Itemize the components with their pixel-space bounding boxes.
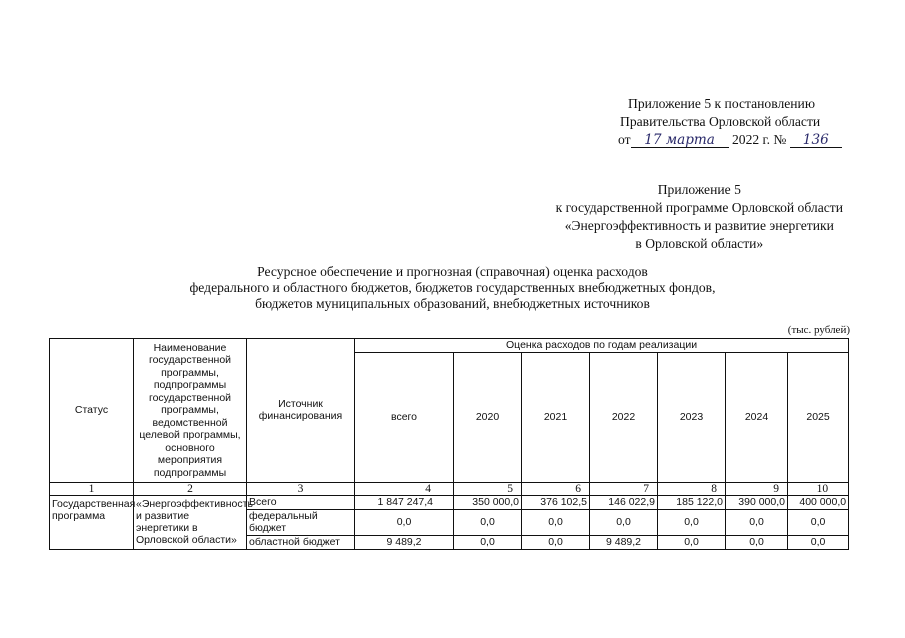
value-cell: 376 102,5 bbox=[522, 495, 590, 509]
value-cell: 400 000,0 bbox=[788, 495, 849, 509]
units-label: (тыс. рублей) bbox=[787, 324, 850, 336]
value-cell: 0,0 bbox=[788, 509, 849, 535]
value-cell: 0,0 bbox=[726, 509, 788, 535]
column-number: 3 bbox=[247, 482, 355, 495]
source-cell: Всего bbox=[247, 495, 355, 509]
value-cell: 0,0 bbox=[726, 535, 788, 549]
column-number: 2 bbox=[134, 482, 247, 495]
value-cell: 1 847 247,4 bbox=[355, 495, 454, 509]
col-header-2020: 2020 bbox=[454, 352, 522, 482]
column-number: 6 bbox=[522, 482, 590, 495]
handwritten-date: 17 марта bbox=[631, 133, 729, 148]
program-appendix-line-3: «Энергоэффективность и развитие энергетики bbox=[564, 218, 834, 233]
program-appendix-line-2: к государственной программе Орловской области bbox=[555, 200, 843, 215]
col-header-source: Источник финансирования bbox=[247, 339, 355, 483]
value-cell: 0,0 bbox=[355, 509, 454, 535]
column-number: 5 bbox=[454, 482, 522, 495]
resolution-line-1: Приложение 5 к постановлению bbox=[628, 96, 815, 111]
col-header-2025: 2025 bbox=[788, 352, 849, 482]
value-cell: 0,0 bbox=[658, 535, 726, 549]
column-number: 8 bbox=[658, 482, 726, 495]
table-row bbox=[50, 495, 849, 509]
value-cell: 390 000,0 bbox=[726, 495, 788, 509]
value-cell: 350 000,0 bbox=[454, 495, 522, 509]
column-number: 1 bbox=[50, 482, 134, 495]
value-cell: 0,0 bbox=[522, 535, 590, 549]
col-header-estimate-group: Оценка расходов по годам реализации bbox=[355, 339, 849, 353]
col-header-status: Статус bbox=[50, 339, 134, 483]
value-cell: 185 122,0 bbox=[658, 495, 726, 509]
col-header-2023: 2023 bbox=[658, 352, 726, 482]
value-cell: 0,0 bbox=[658, 509, 726, 535]
value-cell: 0,0 bbox=[454, 535, 522, 549]
column-number-row bbox=[50, 482, 849, 495]
value-cell: 0,0 bbox=[522, 509, 590, 535]
program-name-cell: «Энергоэффективность и развитие энергетики в Орловской области» bbox=[134, 495, 247, 549]
value-cell: 9 489,2 bbox=[590, 535, 658, 549]
col-header-total: всего bbox=[355, 352, 454, 482]
resolution-date-line bbox=[618, 131, 842, 149]
col-header-2022: 2022 bbox=[590, 352, 658, 482]
col-header-program-name: Наименование государственной программы, подпрограммы государственной программы, ведомственной целевой программы, основного мероприятия подпрограммы bbox=[134, 339, 247, 483]
program-appendix-line-4: в Орловской области» bbox=[635, 236, 764, 251]
title-line-3: бюджетов муниципальных образований, внебюджетных источников bbox=[255, 296, 650, 311]
source-cell: федеральный бюджет bbox=[247, 509, 355, 535]
title-line-2: федерального и областного бюджетов, бюджетов государственных внебюджетных фондов, bbox=[189, 280, 716, 295]
col-header-2021: 2021 bbox=[522, 352, 590, 482]
column-number: 4 bbox=[355, 482, 454, 495]
year-and-number-label: 2022 г. № bbox=[731, 132, 787, 147]
value-cell: 146 022,9 bbox=[590, 495, 658, 509]
program-appendix-line-1: Приложение 5 bbox=[657, 182, 741, 197]
document-title bbox=[0, 264, 905, 312]
title-line-1: Ресурсное обеспечение и прогнозная (справочная) оценка расходов bbox=[257, 264, 648, 279]
column-number: 7 bbox=[590, 482, 658, 495]
value-cell: 0,0 bbox=[590, 509, 658, 535]
handwritten-number: 136 bbox=[790, 133, 842, 148]
column-number: 10 bbox=[788, 482, 849, 495]
column-number: 9 bbox=[726, 482, 788, 495]
resource-table bbox=[49, 338, 849, 550]
status-cell: Государственная программа bbox=[50, 495, 134, 549]
value-cell: 9 489,2 bbox=[355, 535, 454, 549]
resolution-header bbox=[618, 95, 842, 149]
source-cell: областной бюджет bbox=[247, 535, 355, 549]
value-cell: 0,0 bbox=[788, 535, 849, 549]
program-appendix-header bbox=[556, 181, 843, 253]
resolution-line-2: Правительства Орловской области bbox=[620, 114, 821, 129]
col-header-2024: 2024 bbox=[726, 352, 788, 482]
value-cell: 0,0 bbox=[454, 509, 522, 535]
date-prefix: от bbox=[618, 132, 631, 147]
